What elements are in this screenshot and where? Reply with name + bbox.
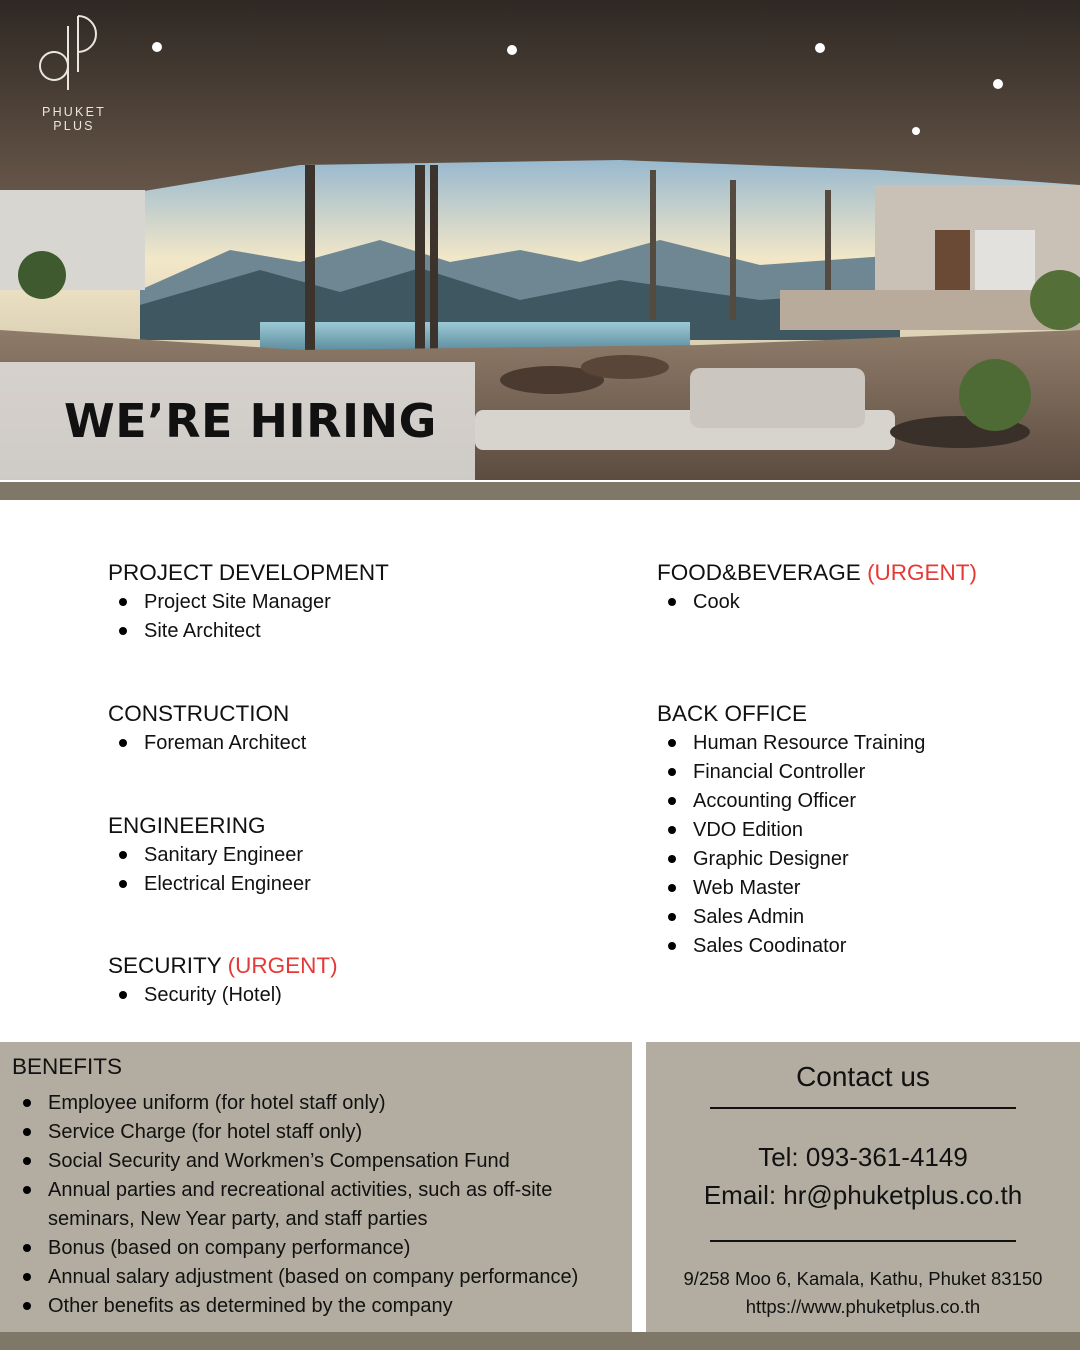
dept-construction: [108, 701, 306, 758]
benefit-item: Social Security and Workmen’s Compensation Fund: [12, 1147, 627, 1176]
job-list: [108, 841, 311, 899]
urgent-badge: (URGENT): [867, 560, 978, 585]
divider-stripe-top: [0, 482, 1080, 500]
phuket-plus-logo-icon: [38, 12, 110, 100]
dept-back-office: [657, 701, 925, 961]
job-item: Electrical Engineer: [108, 870, 311, 899]
dept-title-text: SECURITY: [108, 953, 222, 978]
job-item: Graphic Designer: [657, 845, 925, 874]
dept-security: [108, 953, 338, 1010]
benefit-list: [12, 1089, 627, 1321]
job-item: Human Resource Training: [657, 729, 925, 758]
dept-title-text: FOOD&BEVERAGE: [657, 560, 861, 585]
contact-email[interactable]: Email: hr@phuketplus.co.th: [703, 1180, 1023, 1210]
divider-stripe-bottom: [0, 1332, 1080, 1350]
benefits-title: BENEFITS: [12, 1054, 123, 1079]
contact-divider: [710, 1107, 1016, 1109]
job-list: [108, 588, 389, 646]
job-list: [108, 729, 306, 758]
job-item: Foreman Architect: [108, 729, 306, 758]
benefit-item: Annual salary adjustment (based on company performance): [12, 1263, 627, 1292]
urgent-badge: (URGENT): [227, 953, 338, 978]
benefit-item: Other benefits as determined by the company: [12, 1292, 627, 1321]
dept-title: PROJECT DEVELOPMENT: [108, 560, 389, 585]
job-item: Site Architect: [108, 617, 389, 646]
contact-phone[interactable]: Tel: 093-361-4149: [758, 1142, 968, 1172]
hero-banner: [0, 0, 1080, 480]
job-item: VDO Edition: [657, 816, 925, 845]
contact-website-link[interactable]: https://www.phuketplus.co.th: [745, 1296, 981, 1317]
job-item: Sales Coodinator: [657, 932, 925, 961]
job-item: Security (Hotel): [108, 981, 338, 1010]
job-item: Cook: [657, 588, 977, 617]
dept-engineering: [108, 813, 311, 899]
job-item: Web Master: [657, 874, 925, 903]
benefit-item: Bonus (based on company performance): [12, 1234, 627, 1263]
logo-name-line2: PLUS: [53, 119, 95, 133]
benefit-item: Annual parties and recreational activities, such as off-site seminars, New Year party, and staff parties: [12, 1176, 627, 1234]
job-item: Sanitary Engineer: [108, 841, 311, 870]
page-title: WE’RE HIRING: [64, 394, 437, 448]
dept-project-development: [108, 560, 389, 646]
job-item: Accounting Officer: [657, 787, 925, 816]
dept-title: BACK OFFICE: [657, 701, 808, 726]
dept-food-beverage: [657, 560, 977, 617]
dept-title: ENGINEERING: [108, 813, 266, 838]
job-item: Sales Admin: [657, 903, 925, 932]
dept-title: [108, 953, 338, 979]
job-item: Project Site Manager: [108, 588, 389, 617]
dept-title: CONSTRUCTION: [108, 701, 290, 726]
job-list: [657, 729, 925, 961]
company-logo: [38, 12, 110, 133]
job-list: [657, 588, 977, 617]
contact-address: 9/258 Moo 6, Kamala, Kathu, Phuket 83150: [683, 1268, 1043, 1289]
logo-name-line1: PHUKET: [42, 105, 106, 119]
contact-divider: [710, 1240, 1016, 1242]
benefit-item: Employee uniform (for hotel staff only): [12, 1089, 627, 1118]
benefit-item: Service Charge (for hotel staff only): [12, 1118, 627, 1147]
dept-title: [657, 560, 977, 586]
job-item: Financial Controller: [657, 758, 925, 787]
contact-title: Contact us: [796, 1061, 930, 1092]
job-list: [108, 981, 338, 1010]
